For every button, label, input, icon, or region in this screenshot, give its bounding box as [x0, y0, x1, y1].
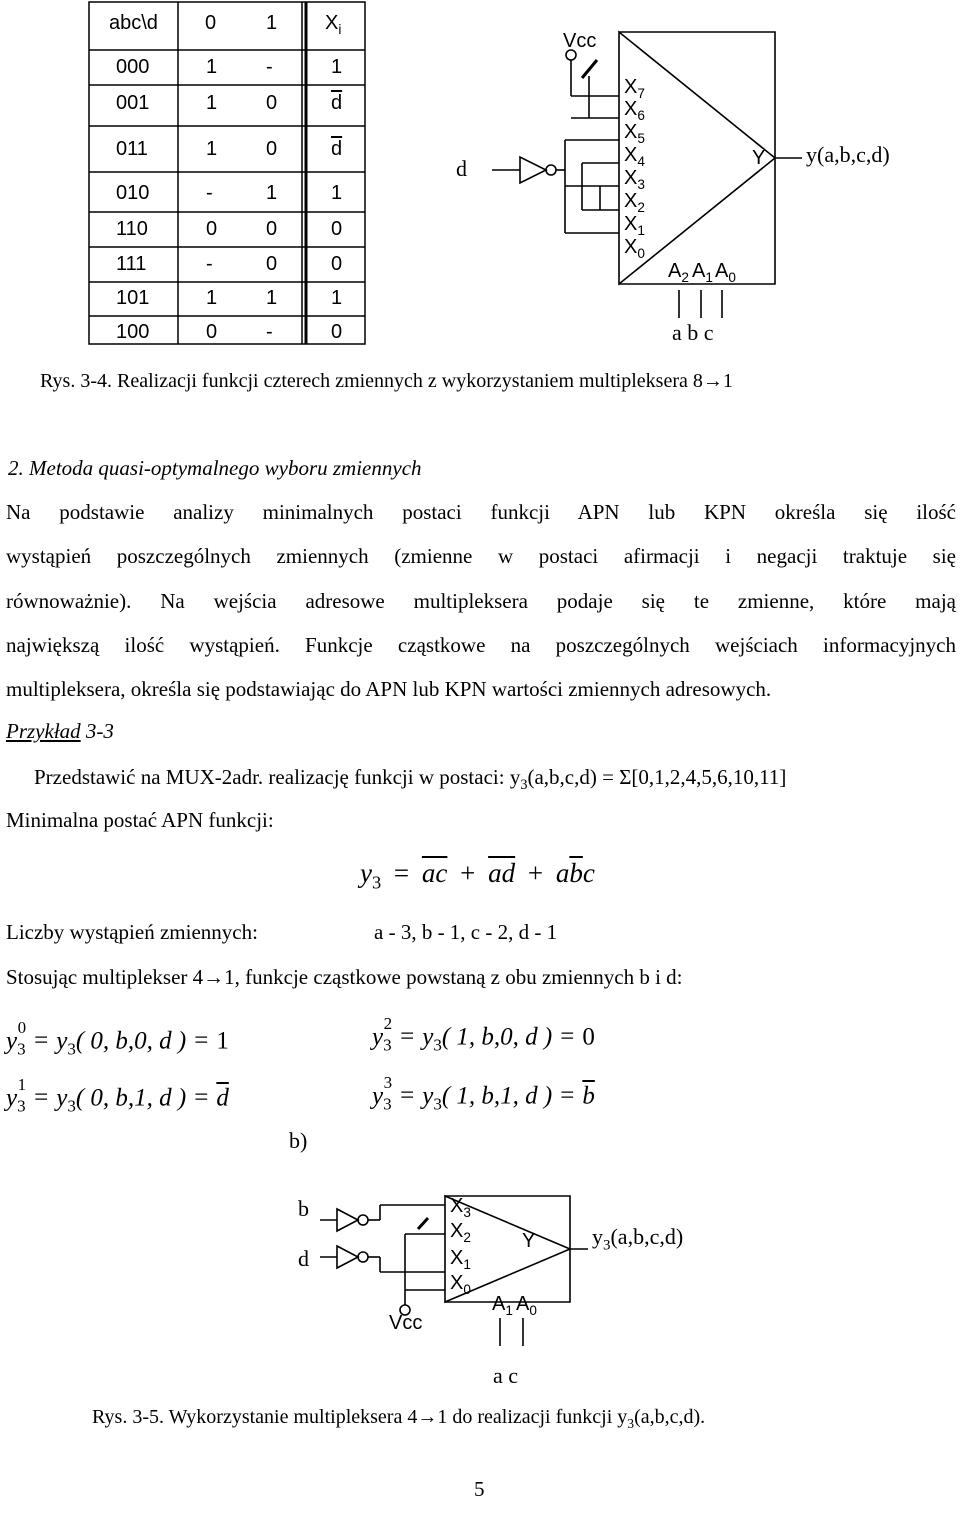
table-cell: 0 — [206, 321, 218, 343]
arrow-icon: → — [702, 370, 723, 392]
table-cell: 101 — [116, 287, 150, 309]
table-header-abcd: abc\d — [109, 12, 158, 34]
table-cell: 110 — [116, 218, 148, 240]
mux4-input-x3: $X_3$ — [450, 1195, 471, 1220]
partial-function-0: $y_3^0 = y_3$( 0, b,0, d ) = 1 — [6, 1018, 229, 1059]
mux4-input-x0: $X_0$ — [450, 1272, 471, 1297]
table-cell: - — [206, 253, 213, 275]
mux8-input-x7: $X_7$ — [624, 76, 645, 101]
bus-slash-b — [418, 1218, 428, 1229]
table-header-xi: $X_i$ — [325, 12, 342, 37]
counts-label: Liczby wystąpień zmiennych: — [6, 920, 258, 944]
caption-rys-3-4: Rys. 3-4. Realizacji funkcji czterech zmiennych z wykorzystaniem multipleksera 8→1 — [40, 370, 733, 392]
fig-b-vcc: Vcc — [389, 1312, 423, 1334]
figure-b-label: b) — [289, 1128, 308, 1153]
table-cell: 1 — [331, 182, 343, 204]
mux8-address-a0: $A_0$ — [715, 260, 736, 285]
table-cell: 0 — [331, 218, 343, 240]
mux4-output-label: $y_3(a,b,c,d)$ — [592, 1224, 684, 1254]
fig-b-input-b: b — [298, 1196, 309, 1221]
mux8-input-x3: $X_3$ — [624, 167, 645, 192]
table-cell: 0 — [266, 92, 278, 114]
equation-main: $y_3 = \overline{ac} + \overline{ad} + a\overline{b}c$ — [360, 858, 595, 893]
paragraph-line-1: Na podstawie analizy minimalnych postaci funkcji APN lub KPN określa się ilość — [6, 500, 956, 524]
table-cell: 011 — [116, 138, 148, 160]
arrow-icon: → — [417, 1406, 438, 1428]
mux4-input-x1: $X_1$ — [450, 1247, 471, 1272]
table-cell: 100 — [116, 321, 150, 343]
paragraph-line-4: największą ilość wystąpień. Funkcje cząstkowe na poszczególnych wejściach informacyjnych — [6, 633, 956, 657]
table-cell: 1 — [206, 138, 218, 160]
arrow-icon: → — [203, 965, 225, 989]
mux8-output-label: y(a,b,c,d) — [806, 142, 890, 167]
mux4-output-pin: Y — [522, 1230, 536, 1252]
table-cell: 1 — [331, 56, 343, 78]
mux8-input-x0: $X_0$ — [624, 236, 645, 261]
table-cell: $\overline{d}$ — [331, 92, 343, 114]
counts-value: a - 3, b - 1, c - 2, d - 1 — [374, 920, 558, 944]
table-cell: 1 — [206, 56, 218, 78]
mux8-input-x2: $X_2$ — [624, 190, 645, 215]
not-gate-d — [337, 1246, 358, 1268]
table-cell: 0 — [266, 138, 278, 160]
caption-rys-3-5: Rys. 3-5. Wykorzystanie multipleksera 4→1 do realizacji funkcji $y_3(a,b,c,d)$. — [92, 1406, 706, 1431]
table-cell: - — [206, 182, 213, 204]
mux8-input-x5: $X_5$ — [624, 121, 645, 146]
mux4-sentence: Stosując multiplekser 4→1, funkcje cząstkowe powstaną z obu zmiennych b i d: — [6, 965, 683, 989]
mux8-address-label: a b c — [672, 320, 714, 345]
table-cell: 0 — [266, 218, 278, 240]
table-cell: - — [266, 56, 273, 78]
table-cell: 0 — [266, 253, 278, 275]
table-cell: 1 — [266, 287, 278, 309]
fig-b-input-d: d — [298, 1246, 309, 1271]
task-statement: Przedstawić na MUX-2adr. realizację funkcji w postaci: $y_3(a,b,c,d) = \Sigma[0,1,2,4,5,6,10,11]$ — [34, 765, 787, 794]
paragraph-line-5: multipleksera, określa się podstawiając do APN lub KPN wartości zmiennych adresowych. — [6, 677, 772, 701]
vcc-label: Vcc — [563, 30, 597, 52]
min-form-label: Minimalna postać APN funkcji: — [6, 808, 274, 832]
table-cell: 1 — [331, 287, 343, 309]
table-cell: 1 — [206, 92, 218, 114]
mux4-address-a1: $A_1$ — [492, 1293, 513, 1318]
table-cell: 1 — [206, 287, 218, 309]
not-gate-b — [337, 1209, 358, 1231]
partial-function-1: $y_3^1 = y_3$( 0, b,1, d ) = $\overline{d}$ — [6, 1075, 229, 1116]
table-cell: 0 — [331, 321, 343, 343]
paragraph-line-3: równoważnie). Na wejścia adresowe multipleksera podaje się te zmienne, które mają — [6, 589, 956, 613]
mux8-input-x4: $X_4$ — [624, 144, 645, 169]
table-cell: - — [266, 321, 273, 343]
mux8-address-a1: $A_1$ — [692, 260, 713, 285]
table-cell: 000 — [116, 56, 150, 78]
input-d-label: d — [456, 156, 467, 181]
table-cell: 111 — [116, 253, 147, 275]
table-cell: 010 — [116, 182, 150, 204]
table-header-0: 0 — [205, 12, 217, 34]
example-heading: Przykład 3-3 — [6, 719, 114, 743]
mux8-address-a2: $A_2$ — [668, 260, 689, 285]
paragraph-line-2: wystąpień poszczególnych zmiennych (zmienne w postaci afirmacji i negacji traktuje się — [6, 544, 956, 568]
section-title: 2. Metoda quasi-optymalnego wyboru zmiennych — [8, 456, 422, 480]
table-cell: 0 — [331, 253, 343, 275]
table-cell: 001 — [116, 92, 150, 114]
partial-function-2: $y_3^2 = y_3$( 1, b,0, d ) = 0 — [372, 1014, 595, 1055]
mux8-input-x1: $X_1$ — [624, 213, 645, 238]
mux4-input-x2: $X_2$ — [450, 1220, 471, 1245]
mux4-address-a0: $A_0$ — [516, 1293, 537, 1318]
table-header-1: 1 — [266, 12, 278, 34]
table-cell: $\overline{d}$ — [331, 138, 343, 160]
mux8-input-x6: $X_6$ — [624, 98, 645, 123]
table-cell: 0 — [206, 218, 218, 240]
mux4-address-label: a c — [493, 1363, 519, 1388]
mux8-output-pin: Y — [752, 147, 766, 169]
page-number: 5 — [474, 1477, 485, 1501]
table-cell: 1 — [266, 182, 278, 204]
partial-function-3: $y_3^3 = y_3$( 1, b,1, d ) = $\overline{b}$ — [372, 1073, 595, 1114]
